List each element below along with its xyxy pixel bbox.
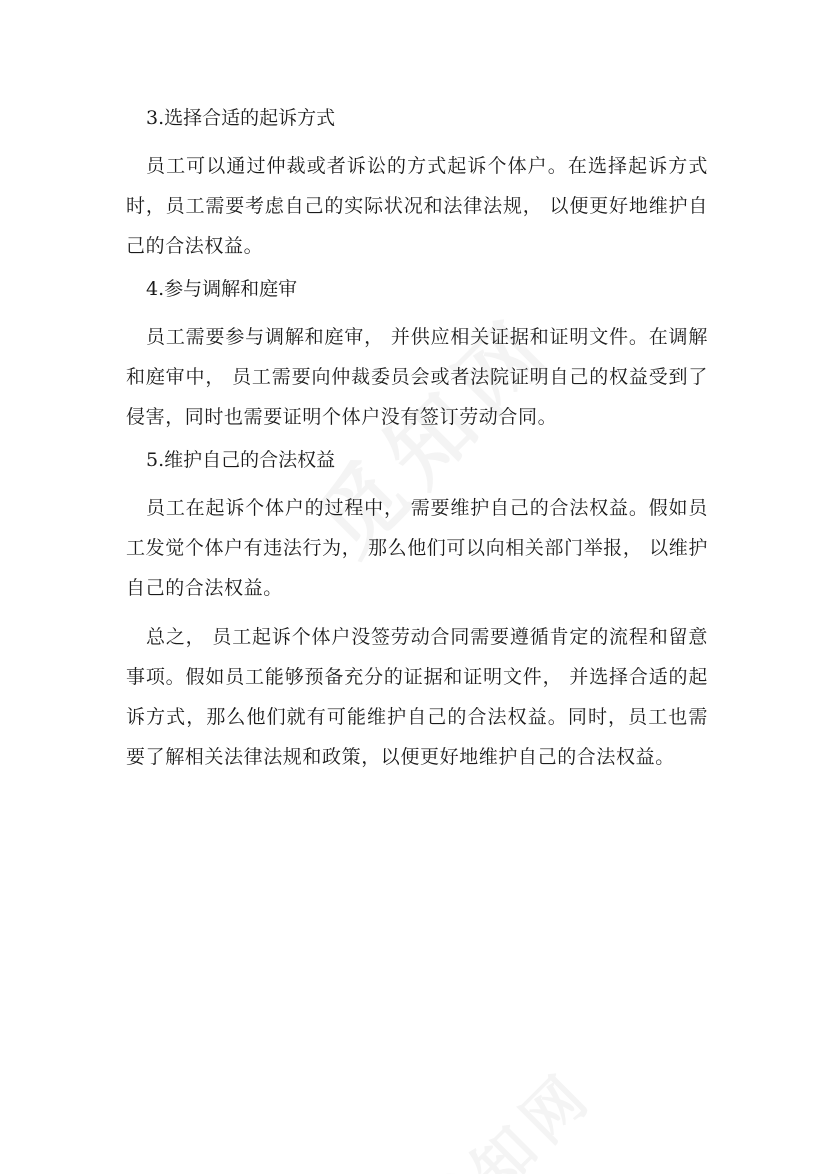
conclusion-paragraph: 总之， 员工起诉个体户没签劳动合同需要遵循肯定的流程和留意事项。假如员工能够预备充分的证据和证明文件， 并选择合适的起诉方式，那么他们就有可能维护自己的合法权益。同时，员工也需要了解相关法律法规和政策，以便更好地维护自己的合法权益。 [126,626,708,768]
section-paragraph-5: 员工在起诉个体户的过程中， 需要维护自己的合法权益。假如员工发觉个体户有违法行为， 那么他们可以向相关部门举报， 以维护自己的合法权益。 [126,497,708,599]
document-body [126,104,708,786]
section-heading-3: 3.选择合适的起诉方式 [146,107,336,129]
section-heading-5: 5.维护自己的合法权益 [146,449,336,471]
section-heading-4: 4.参与调解和庭审 [146,278,298,300]
section-paragraph-4: 员工需要参与调解和庭审， 并供应相关证据和证明文件。在调解和庭审中， 员工需要向仲裁委员会或者法院证明自己的权益受到了侵害，同时也需要证明个体户没有签订劳动合同。 [126,326,708,428]
section-paragraph-3: 员工可以通过仲裁或者诉讼的方式起诉个体户。在选择起诉方式时，员工需要考虑自己的实际状况和法律法规， 以便更好地维护自己的合法权益。 [126,155,708,257]
watermark-bottom [400,1048,609,1174]
